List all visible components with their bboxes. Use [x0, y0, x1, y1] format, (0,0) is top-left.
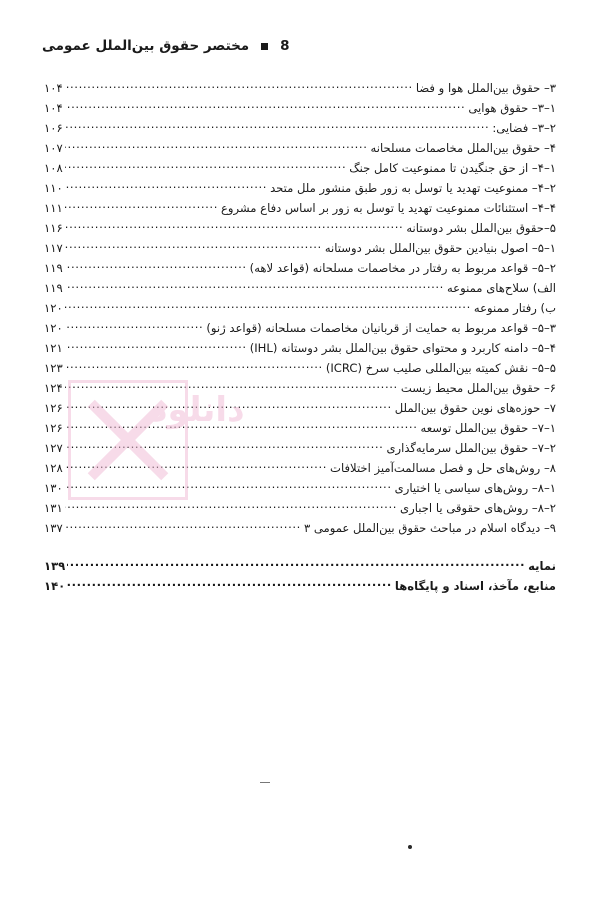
toc-entry-title: ۸– روش‌های حل و فصل مسالمت‌آمیز اختلافات	[330, 460, 556, 475]
toc-entry-page: ۱۰۴	[44, 100, 63, 115]
toc-leader-dots	[65, 342, 247, 352]
toc-entry-title: منابع، مآخذ، اسناد و پایگاه‌ها	[394, 578, 556, 593]
toc-entry[interactable]	[44, 262, 556, 275]
toc-leader-dots	[65, 322, 204, 332]
toc-entry[interactable]	[44, 560, 556, 573]
toc-entry-title: ۳–۵– قواعد مربوط به حمایت از قربانیان مخاصمات مسلحانه (قواعد ژنو)	[206, 320, 556, 335]
toc-leader-dots	[65, 462, 327, 472]
toc-entry-page: ۱۲۰	[44, 300, 63, 315]
toc-leader-dots	[65, 222, 404, 232]
toc-entry-title: ۲–۷– حقوق بین‌الملل سرمایه‌گذاری	[386, 440, 556, 455]
toc-leader-dots	[67, 580, 392, 590]
toc-entry-title: ۲–۸– روش‌های حقوقی یا اجباری	[400, 500, 556, 515]
toc-entry-title: ۲–۳– فضایی:	[492, 120, 556, 135]
toc-entry[interactable]	[44, 162, 556, 175]
toc-entry-title: ۹– دیدگاه اسلام در مباحث حقوق بین‌الملل عمومی ۳	[303, 520, 556, 535]
toc-entry-title: ۲–۵– قواعد مربوط به رفتار در مخاصمات مسلحانه (قواعد لاهه)	[249, 260, 556, 275]
toc-entry[interactable]	[44, 202, 556, 215]
toc-leader-dots	[65, 482, 392, 492]
toc-entry-page: ۱۰۷	[44, 140, 63, 155]
toc-leader-dots	[65, 102, 466, 112]
toc-entry[interactable]	[44, 282, 556, 295]
toc-entry[interactable]	[44, 182, 556, 195]
toc-leader-dots	[65, 282, 444, 292]
toc-entry-page: ۱۰۸	[44, 160, 63, 175]
toc-entry-title: ۱–۸– روش‌های سیاسی یا اختیاری	[394, 480, 556, 495]
toc-entry-page: ۱۱۶	[44, 220, 63, 235]
toc-entry[interactable]	[44, 122, 556, 135]
toc-entry-page: ۱۲۰	[44, 320, 63, 335]
toc-entry-page: ۱۱۹	[44, 260, 63, 275]
toc-leader-dots	[65, 362, 323, 372]
toc-entry-page: ۱۰۶	[44, 120, 63, 135]
toc-entry[interactable]	[44, 482, 556, 495]
header-separator-icon	[261, 43, 268, 50]
toc-entry-page: ۱۲۸	[44, 460, 63, 475]
toc-leader-dots	[65, 442, 384, 452]
toc-entry-title: ۱–۴– از حق جنگیدن تا ممنوعیت کامل جنگ	[349, 160, 556, 175]
toc-entry[interactable]	[44, 222, 556, 235]
toc-entry[interactable]	[44, 402, 556, 415]
toc-leader-dots	[65, 262, 247, 272]
toc-entry-title: ۷– حوزه‌های نوین حقوق بین‌الملل	[394, 400, 556, 415]
toc-entry[interactable]	[44, 442, 556, 455]
toc-entry-page: ۱۲۴	[44, 380, 63, 395]
toc-entry-title: ۴– حقوق بین‌الملل مخاصمات مسلحانه	[370, 140, 556, 155]
toc-entry-title: ب) رفتار ممنوعه	[473, 300, 556, 315]
toc-entry-title: ۳– حقوق بین‌الملل هوا و فضا	[415, 81, 556, 95]
toc-entry[interactable]	[44, 102, 556, 115]
toc-entry-title: الف) سلاح‌های ممنوعه	[446, 280, 556, 295]
toc-entry-page: ۱۴۰	[44, 578, 66, 593]
toc-entry-title: ۴–۵– دامنه کاربرد و محتوای حقوق بین‌الملل بشر دوستانه (IHL)	[249, 340, 556, 355]
toc-entry-page: ۱۱۹	[44, 280, 63, 295]
toc-entry-title: ۱–۵– اصول بنیادین حقوق بین‌الملل بشر دوستانه	[324, 240, 556, 255]
toc-leader-dots	[67, 560, 525, 570]
toc-entry[interactable]	[44, 322, 556, 335]
toc-entry-page: ۱۱۱	[44, 200, 63, 215]
toc-leader-dots	[65, 302, 471, 312]
toc-entry-title: ۱–۳– حقوق هوایی	[468, 100, 556, 115]
toc-leader-dots	[65, 402, 392, 412]
toc-entry-page: ۱۲۶	[44, 400, 63, 415]
toc-entry-title: نمایه	[528, 558, 556, 573]
toc-entry[interactable]	[44, 522, 556, 535]
toc-entry-page: ۱۳۰	[44, 480, 63, 495]
header-book-title: مختصر حقوق بین‌الملل عمومی	[42, 38, 250, 54]
toc-leader-dots	[65, 142, 368, 152]
toc-leader-dots	[65, 242, 322, 252]
toc-entry[interactable]	[44, 362, 556, 375]
toc-entry[interactable]	[44, 382, 556, 395]
toc-spacer	[44, 542, 556, 553]
watermark-text: دانلود	[150, 390, 245, 430]
toc-entry-page: ۱۰۴	[44, 81, 63, 95]
toc-entry[interactable]	[44, 580, 556, 593]
toc-leader-dots	[65, 382, 398, 392]
page-header	[42, 38, 558, 54]
toc-entry-title: ۵–۵– نقش کمیته بین‌المللی صلیب سرخ (ICRC)	[325, 360, 556, 375]
toc-leader-dots	[65, 502, 397, 512]
toc-entry[interactable]	[44, 462, 556, 475]
toc-leader-dots	[65, 122, 490, 132]
toc-entry-page: ۱۱۰	[44, 180, 63, 195]
toc-leader-dots	[65, 202, 218, 212]
toc-entry-page: ۱۲۳	[44, 360, 63, 375]
toc-entry-page: ۱۳۱	[44, 500, 63, 515]
toc-entry-page: ۱۲۶	[44, 420, 63, 435]
toc-entry[interactable]	[44, 142, 556, 155]
header-page-number: 8	[280, 38, 290, 54]
toc-entry-page: ۱۳۷	[44, 520, 63, 535]
toc-entry[interactable]	[44, 82, 556, 95]
toc-leader-dots	[65, 162, 347, 172]
toc-entry-title: ۴–۴– استثنائات ممنوعیت تهدید یا توسل به زور بر اساس دفاع مشروع	[221, 200, 556, 215]
toc-entry-title: ۲–۴– ممنوعیت تهدید یا توسل به زور طبق منشور ملل متحد	[270, 180, 556, 195]
toc-entry-title: ۵–حقوق بین‌الملل بشر دوستانه	[406, 220, 556, 235]
toc-leader-dots	[65, 522, 301, 532]
toc-entry-page: ۱۱۷	[44, 240, 63, 255]
toc-entry[interactable]	[44, 242, 556, 255]
toc-entry-title: ۶– حقوق بین‌الملل محیط زیست	[400, 380, 556, 395]
footer-dot-mark	[408, 845, 412, 849]
toc-entry[interactable]	[44, 422, 556, 435]
toc-entry[interactable]	[44, 502, 556, 515]
footer-dash-mark	[260, 782, 270, 783]
toc-leader-dots	[65, 182, 267, 192]
toc-entry-title: ۱–۷– حقوق بین‌الملل توسعه	[420, 420, 556, 435]
toc-entry-page: ۱۲۷	[44, 440, 63, 455]
toc-entry-page: ۱۲۱	[44, 340, 63, 355]
toc-leader-dots	[65, 82, 413, 92]
toc-entry-page: ۱۳۹	[44, 558, 66, 573]
table-of-contents	[44, 82, 556, 600]
toc-entry[interactable]	[44, 342, 556, 355]
toc-entry[interactable]	[44, 302, 556, 315]
toc-leader-dots	[65, 422, 418, 432]
